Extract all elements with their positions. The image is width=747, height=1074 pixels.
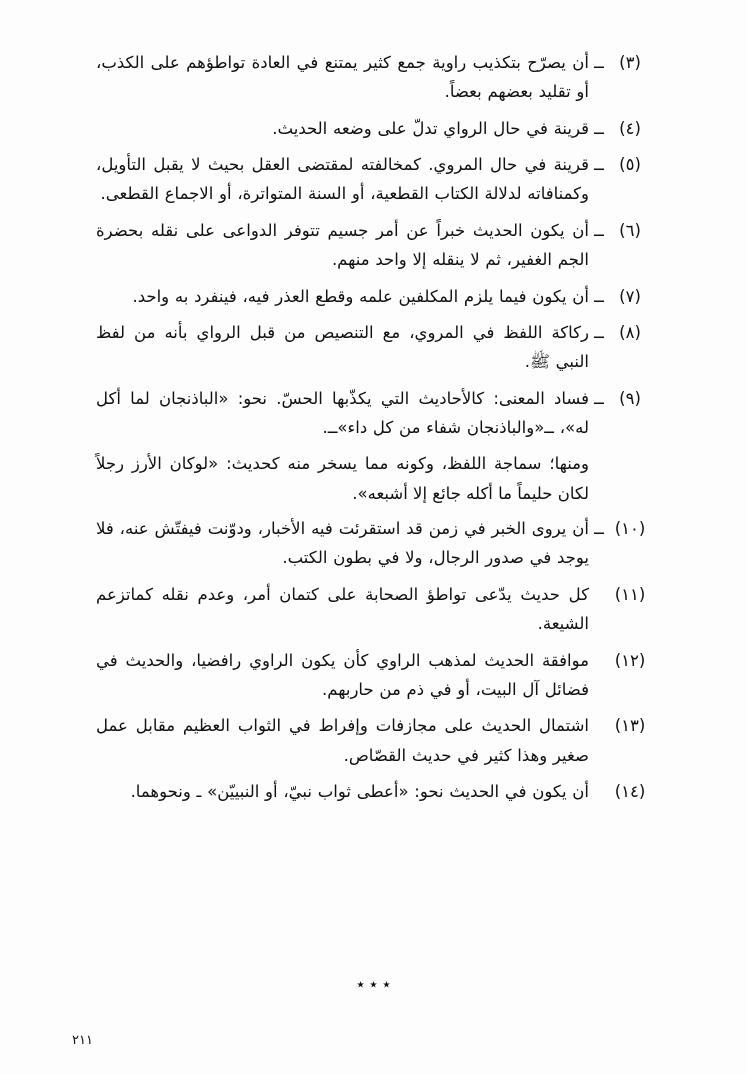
list-item-number: (١٢) xyxy=(614,650,646,670)
list-item-number: (١٠) xyxy=(614,519,646,539)
list-item-dash: ــ xyxy=(594,118,604,138)
list-item-dash: ــ xyxy=(594,220,604,240)
list-item-number: (١٤) xyxy=(614,781,646,801)
list-item xyxy=(96,580,651,639)
list-item-dash xyxy=(589,711,609,712)
list-item-text: اشتمال الحديث على مجازفات وإفراط في الثواب العظيم مقابل عمل صغير وهذا كثير في حديث القصّاص. xyxy=(96,716,589,765)
list-item-number: (١١) xyxy=(614,584,646,604)
list-item-text: قرينة في حال الرواي تدلّ على وضعه الحديث. xyxy=(272,118,589,138)
numbered-list xyxy=(96,48,651,813)
list-item-text: موافقة الحديث لمذهب الراوي كأن يكون الراوي رافضيا، والحديث في فضائل آل البيت، أو في ذم من حاربهم. xyxy=(96,650,589,699)
list-item xyxy=(96,646,651,705)
list-item-number: (٥) xyxy=(619,155,641,175)
list-item-subnote: ومنها؛ سماجة اللفظ، وكونه مما يسخر منه كحديث: «لوكان الأرز رجلاً لكان حليماً ما أكله جائع إلا أشبعه». xyxy=(96,454,589,503)
list-item xyxy=(96,384,651,443)
list-item xyxy=(96,777,651,806)
list-item-number: (٣) xyxy=(619,53,641,72)
list-item-text: كل حديث يدّعى تواطؤ الصحابة على كتمان أمر، وعدم نقله كماتزعم الشيعة. xyxy=(96,584,589,634)
list-item-dash: ــ xyxy=(594,53,604,72)
list-item-dash xyxy=(589,777,609,778)
list-item-number: (٩) xyxy=(619,388,641,408)
section-divider: ٭ ٭ ٭ xyxy=(356,975,391,993)
list-item-dash: ــ xyxy=(594,519,604,539)
list-item-number: (٤) xyxy=(619,118,641,138)
list-item xyxy=(96,318,651,377)
list-item xyxy=(96,514,651,573)
list-item-number: (١٣) xyxy=(614,716,646,736)
list-item-number: (٧) xyxy=(619,286,641,306)
list-item-dash xyxy=(589,646,609,647)
list-item-number: (٦) xyxy=(619,220,641,240)
list-item-number: (٨) xyxy=(619,322,641,342)
list-item-dash: ــ xyxy=(594,155,604,175)
list-item xyxy=(96,114,651,143)
list-item-dash: ــ xyxy=(594,322,604,342)
list-item-text: أن يصرّح بتكذيب راوية جمع كثير يمتنع في العادة تواطؤهم على الكذب، أو تقليد بعضهم بعضاً. xyxy=(96,53,589,102)
list-item-text: أن يكون في الحديث نحو: «أعطى ثواب نبيّ، أو النبييّن» ـ ونحوهما. xyxy=(130,781,589,801)
list-item-text: أن يكون فيما يلزم المكلفين علمه وقطع العذر فيه، فينفرد به واحد. xyxy=(132,286,589,306)
list-item xyxy=(96,282,651,311)
list-item-dash xyxy=(589,580,609,581)
list-item xyxy=(96,711,651,770)
list-item xyxy=(96,216,651,275)
list-item-dash: ــ xyxy=(594,286,604,306)
list-item-text: أن يكون الحديث خبراً عن أمر جسيم تتوفر الدواعى على نقله بحضرة الجم الغفير، ثم لا ينقله إلا واحد منهم. xyxy=(96,220,589,270)
list-item xyxy=(96,150,651,209)
list-item-text: ركاكة اللفظ في المروي، مع التنصيص من قبل الرواي بأنه من لفظ النبي ﷺ. xyxy=(96,322,589,372)
list-item-text: قرينة في حال المروي. كمخالفته لمقتضى العقل بحيث لا يقبل التأويل، وكمنافاته لدلالة الكتاب القطعية، أو السنة المتواترة، أو الاجماع القطعى. xyxy=(96,155,589,204)
list-item-text: أن يروى الخبر في زمن قد استقرئت فيه الأخبار، ودوّنت فيفتّش عنه، فلا يوجد في صدور الرجال، ولا في بطون الكتب. xyxy=(96,519,589,568)
list-item-text: فساد المعنى: كالأحاديث التي يكذّبها الحسّ. نحو: «الباذنجان لما أكل له»، ــ«والباذنجان شفاء من كل داء»ــ. xyxy=(96,388,589,437)
list-item-dash: ــ xyxy=(594,388,604,408)
list-item xyxy=(96,48,651,107)
page-number: ٢١١ xyxy=(72,1033,93,1048)
